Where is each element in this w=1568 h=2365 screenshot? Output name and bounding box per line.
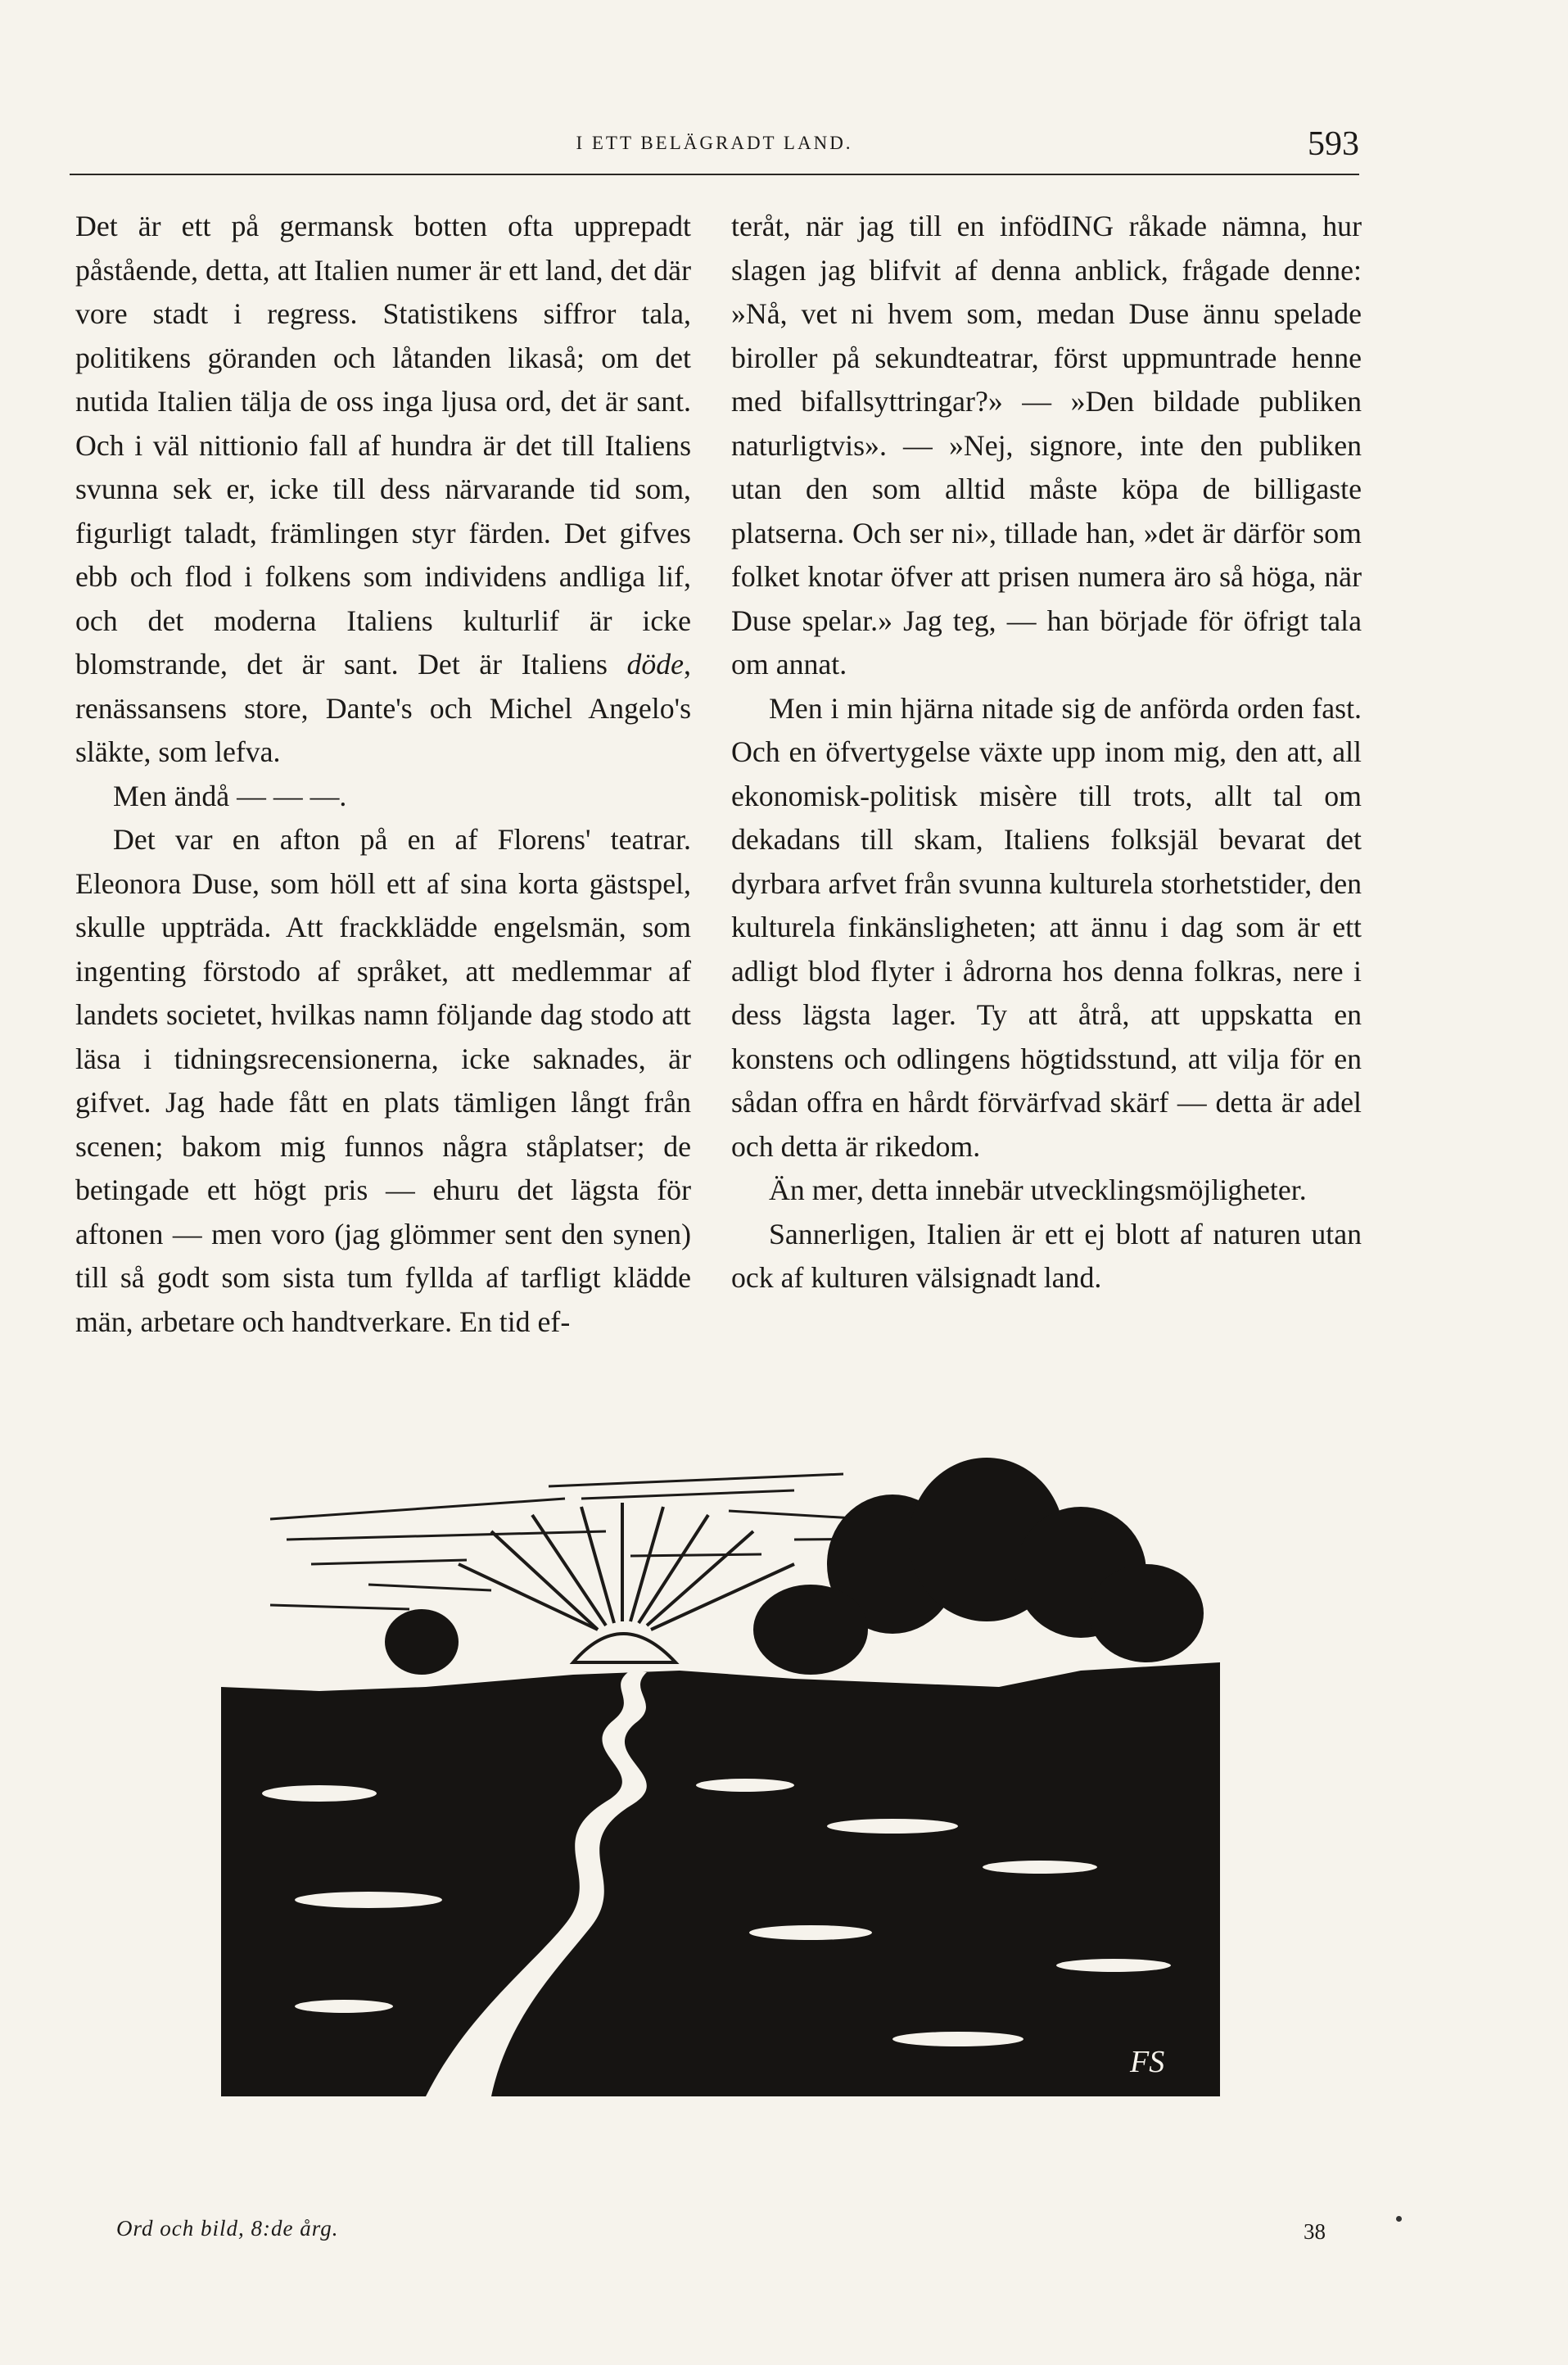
header-rule	[70, 174, 1359, 175]
right-paragraph-4: Sannerligen, Italien är ett ej blott af naturen utan ock af kulturen välsignadt land.	[731, 1217, 1362, 1294]
page-header	[70, 125, 1359, 170]
right-paragraph-1: teråt, när jag till en infödING råkade nämna, hur slagen jag blifvit af denna anblick, frågade denne: »Nå, vet ni hvem som, medan Duse ännu spelade biroller på sekundteatrar, först uppmuntrade henne med bifallsyttringar?» — »Den bildade publiken naturligtvis». — »Nej, signore, inte den publiken utan den som alltid måste köpa de billigaste platserna. Och ser ni», tillade han, »det är därför som folket knotar öfver att prisen numera äro så höga, när Duse spelar.» Jag teg, — han började för öfrigt tala om annat.	[731, 210, 1362, 681]
landscape-woodcut-illustration	[221, 1441, 1220, 2113]
dark-landscape	[221, 1662, 1220, 2096]
right-column	[731, 205, 1362, 1300]
left-column	[75, 205, 691, 1344]
left-paragraph-3: Det var en afton på en af Florens' teatrar. Eleonora Duse, som höll ett af sina korta gästspel, skulle uppträda. Att frackklädde engelsmän, som ingenting förstodo af språket, att medlemmar af landets societet, hvilkas namn följande dag stodo att läsa i tidningsrecensionerna, icke saknades, är gifvet. Jag hade fått en plats tämligen långt från scenen; bakom mig funnos några ståplatser; de betingade ett högt pris — ehuru det lägsta för aftonen — men voro (jag glömmer sent den synen) till så godt som sista tum fyllda af tarfligt klädde män, arbetare och handtverkare. En tid ef-	[75, 823, 691, 1338]
right-paragraph-3: Än mer, detta innebär utvecklingsmöjligheter.	[769, 1173, 1307, 1206]
right-paragraph-2: Men i min hjärna nitade sig de anförda orden fast. Och en öfvertygelse växte upp inom mig, den att, all ekonomisk-politisk misère till trots, allt tal om dekadans till skam, Italiens folksjäl bevarat det dyrbara arfvet från svunna kulturela storhetstider, den kulturela finkänsligheten; att ännu i dag som är ett adligt blod flyter i ådrorna hos denna folkras, nere i dess lägsta lager. Ty att åtrå, att uppskatta en konstens och odlingens högtidsstund, att vilja för en sådan offra en hårdt förvärfvad skärf — detta är adel och detta är rikedom.	[731, 691, 1362, 1163]
running-title: I ETT BELÄGRADT LAND.	[576, 133, 853, 153]
illustration-monogram: FS	[1130, 2045, 1165, 2079]
footer-dot	[1396, 2216, 1402, 2222]
footer-publication: Ord och bild, 8:de årg.	[116, 2216, 339, 2241]
left-paragraph-2: Men ändå — — —.	[113, 779, 347, 812]
left-paragraph-1: Det är ett på germansk botten ofta upprepadt påstående, detta, att Italien numer är ett land, det där vore stadt i regress. Statistikens siffror tala, politikens göranden och låtanden likaså; om det nutida Italien tälja de oss inga ljusa ord, det är sant. Och i väl nittionio fall af hundra är det till Italiens svunna sek er, icke till dess närvarande tid som, figurligt taladt, främlingen styr färden. Det gifves ebb och flod i folkens som individens andliga lif, och det moderna Italiens kulturlif är icke blomstrande, det är sant. Det är Italiens döde, renässansens store, Dante's och Michel Angelo's släkte, som lefva.	[75, 210, 691, 768]
footer-signature-mark: 38	[1304, 2219, 1326, 2244]
page-number: 593	[1308, 125, 1359, 163]
emphasis-dode: döde	[626, 648, 685, 681]
